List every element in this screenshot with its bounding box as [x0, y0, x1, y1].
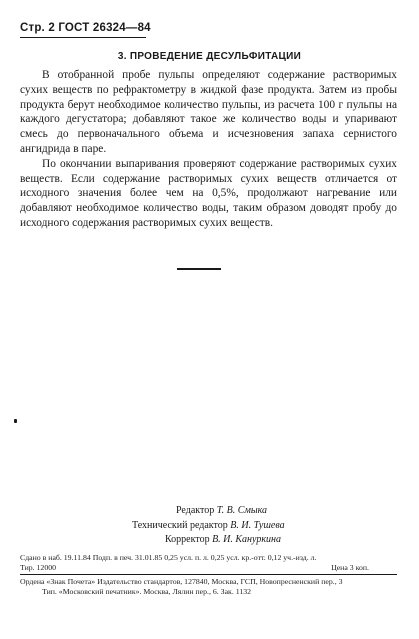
printer-block	[20, 577, 397, 596]
margin-mark	[14, 419, 17, 423]
tech-editor-name: В. И. Тушева	[230, 519, 285, 531]
running-head: Стр. 2 ГОСТ 26324—84	[20, 22, 151, 34]
imprint-rule	[20, 574, 397, 575]
editor-line	[176, 504, 267, 519]
editor-label: Редактор	[176, 505, 215, 516]
imprint-dates	[20, 553, 397, 563]
corrector-name: В. И. Кануркина	[212, 534, 281, 545]
tech-editor-line	[132, 519, 285, 534]
section-body	[20, 68, 397, 231]
printer-line: Тип. «Московский печатник». Москва, Лялин пер., 6. Зак. 1132	[42, 586, 252, 596]
paragraph-2: По окончании выпаривания проверяют содержание растворимых сухих веществ. Если содержание растворимых сухих веществ отличается от исходного значения более чем на 0,5%, продолжают нагревание или добавляют необходимое количество воды, таким образом доводят пробу до исходного содержания растворимых сухих веществ.	[20, 157, 397, 229]
imprint-block	[20, 553, 397, 572]
price: Цена 3 коп.	[331, 562, 369, 572]
imprint-circulation-row	[20, 563, 397, 573]
imprint-line-1: Сдано в наб. 19.11.84 Подп. в печ. 31.01.85 0,25 усл. п. л. 0,25 усл. кр.-отт. 0,12 уч.-изд. л.	[20, 553, 317, 562]
paragraph-1: В отобранной пробе пульпы определяют содержание растворимых сухих веществ по рефрактометру в жидкой фазе продукта. Затем из пробы продукта берут необходимое количество пульпы, из расчета 100 г пульпы на каждого дегустатора; добавляют такое же количество воды и упаривают смесь до первоначального объема и исчезновения запаха сернистого ангидрида в паре.	[20, 69, 397, 155]
editor-name: Т. В. Смыка	[216, 505, 268, 516]
header-rule	[20, 37, 146, 38]
end-of-text-rule	[177, 268, 221, 270]
tech-editor-label: Технический редактор	[132, 519, 228, 531]
circulation: Тир. 12000	[20, 562, 57, 572]
corrector-label: Корректор	[165, 534, 210, 545]
corrector-line	[165, 533, 281, 548]
section-title: 3. ПРОВЕДЕНИЕ ДЕСУЛЬФИТАЦИИ	[117, 51, 302, 62]
publisher-line: Ордена «Знак Почета» Издательство стандартов, 127840, Москва, ГСП, Новопресненский пер., 3	[20, 577, 343, 586]
